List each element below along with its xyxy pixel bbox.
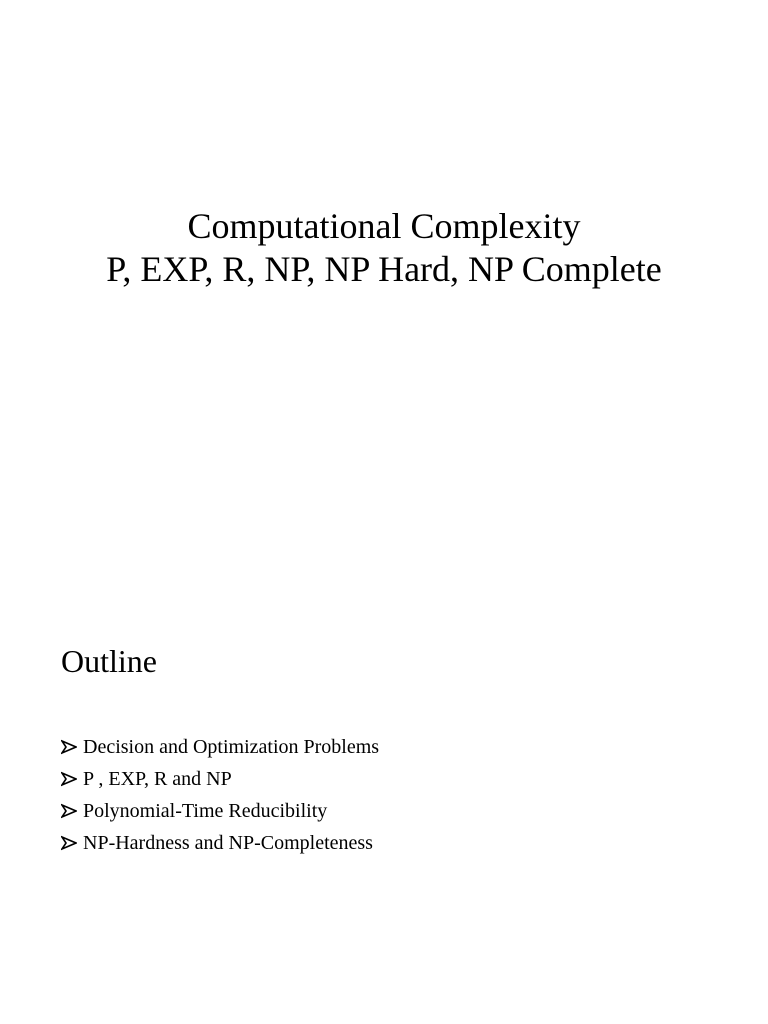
list-item-label: P , EXP, R and NP — [83, 768, 232, 790]
list-item — [61, 827, 379, 859]
arrowhead-bullet-icon — [61, 739, 77, 755]
title-line-2: P, EXP, R, NP, NP Hard, NP Complete — [106, 249, 662, 289]
list-item — [61, 795, 379, 827]
list-item — [61, 763, 379, 795]
list-item-label: Decision and Optimization Problems — [83, 736, 380, 758]
outline-heading: Outline — [61, 643, 157, 679]
arrowhead-bullet-icon — [61, 835, 77, 851]
arrowhead-bullet-icon — [61, 771, 77, 787]
slide-title — [0, 205, 768, 291]
arrowhead-bullet-icon — [61, 803, 77, 819]
list-item-label: NP-Hardness and NP-Completeness — [83, 832, 373, 854]
outline-list — [61, 731, 379, 859]
list-item — [61, 731, 379, 763]
title-line-1: Computational Complexity — [187, 206, 581, 246]
list-item-label: Polynomial-Time Reducibility — [83, 800, 328, 822]
